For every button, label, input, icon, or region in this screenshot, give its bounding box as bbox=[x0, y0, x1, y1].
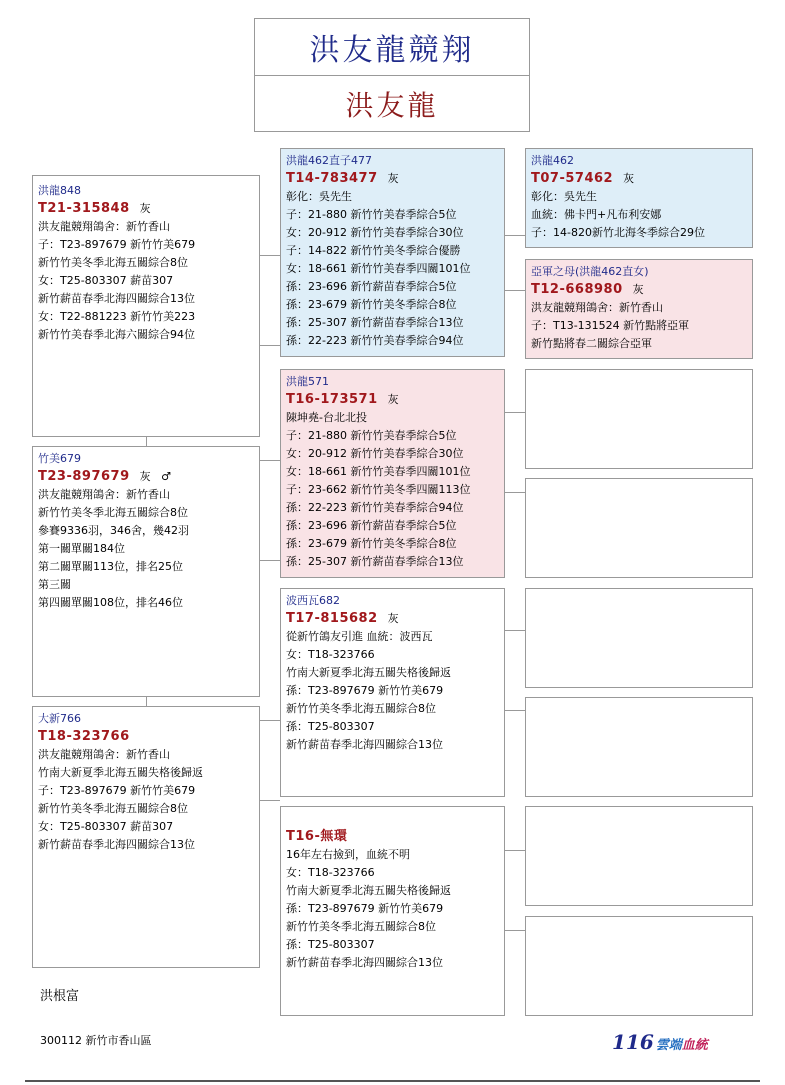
connector bbox=[260, 720, 280, 721]
ssd-name: 亞軍之母(洪龍462直女) bbox=[531, 265, 649, 278]
connector bbox=[260, 560, 280, 561]
connector bbox=[146, 697, 147, 706]
dam-line: 洪友龍競翔鴿舍：新竹香山 bbox=[38, 748, 170, 761]
connector bbox=[505, 235, 525, 236]
dss-card[interactable] bbox=[525, 588, 753, 688]
ssd-line: 新竹點將春二關綜合亞軍 bbox=[531, 337, 652, 350]
ss-line: 孫：25-307 新竹薪苗春季綜合13位 bbox=[286, 316, 464, 329]
sss-line: 血統：佛卡門+凡布利安娜 bbox=[531, 208, 662, 221]
ss-line: 女：18-661 新竹竹美春季四關101位 bbox=[286, 262, 471, 275]
sss-line: 子：14-820新竹北海冬季綜合29位 bbox=[531, 226, 705, 239]
sire-line: 洪友龍競翔鴿舍：新竹香山 bbox=[38, 220, 170, 233]
sire-line: 女：T22-881223 新竹竹美223 bbox=[38, 310, 196, 323]
connector bbox=[260, 255, 280, 256]
sd-line: 女：20-912 新竹竹美春季綜合30位 bbox=[286, 447, 464, 460]
dd-line: 孫：T25-803307 bbox=[286, 938, 375, 951]
ss-line: 彰化：吳先生 bbox=[286, 190, 352, 203]
subject-line: 第四關單關108位，排名46位 bbox=[38, 596, 183, 609]
connector bbox=[260, 800, 280, 801]
ds-line: 從新竹鴿友引進 血統：波西瓦 bbox=[286, 630, 433, 643]
ds-line: 新竹薪苗春季北海四關綜合13位 bbox=[286, 738, 443, 751]
sss-card[interactable] bbox=[525, 148, 753, 248]
ds-line: 竹南大新夏季北海五關失格後歸返 bbox=[286, 666, 451, 679]
sire-line: 新竹薪苗春季北海四關綜合13位 bbox=[38, 292, 195, 305]
connector bbox=[146, 437, 147, 446]
ds-line: 孫：T23-897679 新竹竹美679 bbox=[286, 684, 444, 697]
ss-ring: T14-783477 灰 bbox=[286, 171, 400, 186]
sdd-card[interactable] bbox=[525, 478, 753, 578]
sd-name: 洪龍571 bbox=[286, 375, 329, 388]
dam-ring: T18-323766 bbox=[38, 729, 130, 744]
sire-line: 新竹竹美冬季北海五關綜合8位 bbox=[38, 256, 188, 269]
subject-line: 第三關 bbox=[38, 578, 71, 591]
connector bbox=[260, 345, 280, 346]
ss-line: 女：20-912 新竹竹美春季綜合30位 bbox=[286, 226, 464, 239]
sire-line: 新竹竹美春季北海六關綜合94位 bbox=[38, 328, 195, 341]
site-logo[interactable] bbox=[612, 1030, 708, 1054]
dsd-card[interactable] bbox=[525, 697, 753, 797]
breeder-name: 洪根富 bbox=[40, 989, 80, 1004]
subject-name: 竹美679 bbox=[38, 452, 81, 465]
dam-line: 女：T25-803307 薪苗307 bbox=[38, 820, 174, 833]
connector bbox=[505, 492, 525, 493]
ss-line: 孫：23-696 新竹薪苗春季綜合5位 bbox=[286, 280, 457, 293]
connector bbox=[505, 710, 525, 711]
sd-line: 陳坤堯-台北北投 bbox=[286, 411, 367, 424]
logo-text-1: 雲端 bbox=[655, 1038, 682, 1053]
sd-line: 孫：23-696 新竹薪苗春季綜合5位 bbox=[286, 519, 457, 532]
ssd-line: 子：T13-131524 新竹點將亞軍 bbox=[531, 319, 690, 332]
sire-card[interactable] bbox=[32, 175, 260, 437]
ds-line: 女：T18-323766 bbox=[286, 648, 375, 661]
connector bbox=[505, 630, 525, 631]
dd-line: 孫：T23-897679 新竹竹美679 bbox=[286, 902, 444, 915]
sds-card[interactable] bbox=[525, 369, 753, 469]
sire-line: 女：T25-803307 薪苗307 bbox=[38, 274, 174, 287]
dam-card[interactable] bbox=[32, 706, 260, 968]
breeder-address: 300112 新竹市香山區 bbox=[40, 1034, 152, 1047]
connector bbox=[260, 460, 280, 461]
dd-line: 竹南大新夏季北海五關失格後歸返 bbox=[286, 884, 451, 897]
sss-name: 洪龍462 bbox=[531, 154, 574, 167]
logo-text-2: 血統 bbox=[681, 1038, 708, 1053]
subject-line: 第一關單關184位 bbox=[38, 542, 125, 555]
subject-card[interactable] bbox=[32, 446, 260, 697]
sd-line: 子：21-880 新竹竹美春季綜合5位 bbox=[286, 429, 457, 442]
dam-name: 大新766 bbox=[38, 712, 81, 725]
ds-ring: T17-815682 灰 bbox=[286, 611, 400, 626]
sss-line: 彰化：吳先生 bbox=[531, 190, 597, 203]
dam-dam-card[interactable] bbox=[280, 806, 505, 1016]
connector bbox=[505, 850, 525, 851]
ddd-card[interactable] bbox=[525, 916, 753, 1016]
ss-line: 子：21-880 新竹竹美春季綜合5位 bbox=[286, 208, 457, 221]
sd-line: 女：18-661 新竹竹美春季四關101位 bbox=[286, 465, 471, 478]
sire-dam-card[interactable] bbox=[280, 369, 505, 578]
sex-icon: ♂ bbox=[161, 470, 172, 483]
subject-ring: T23-897679 灰 ♂ bbox=[38, 469, 172, 484]
dam-line: 子：T23-897679 新竹竹美679 bbox=[38, 784, 196, 797]
sire-ring: T21-315848 灰 bbox=[38, 201, 152, 216]
sire-sire-card[interactable] bbox=[280, 148, 505, 357]
ssd-ring: T12-668980 灰 bbox=[531, 282, 645, 297]
dds-card[interactable] bbox=[525, 806, 753, 906]
owner-title: 洪友龍 bbox=[345, 88, 439, 122]
ds-name: 波西瓦682 bbox=[286, 594, 340, 607]
connector bbox=[505, 930, 525, 931]
logo-number: 116 bbox=[612, 1030, 654, 1054]
ss-line: 子：14-822 新竹竹美冬季綜合優勝 bbox=[286, 244, 461, 257]
subject-line: 新竹竹美冬季北海五關綜合8位 bbox=[38, 506, 188, 519]
subject-line: 參賽9336羽，346舍，幾42羽 bbox=[38, 524, 189, 537]
dd-line: 16年左右撿到，血統不明 bbox=[286, 848, 410, 861]
pedigree-header bbox=[254, 18, 530, 132]
connector bbox=[505, 412, 525, 413]
dd-line: 新竹薪苗春季北海四關綜合13位 bbox=[286, 956, 443, 969]
sss-ring: T07-57462 灰 bbox=[531, 171, 635, 186]
dd-line: 女：T18-323766 bbox=[286, 866, 375, 879]
subject-line: 洪友龍競翔鴿舍：新竹香山 bbox=[38, 488, 170, 501]
sd-ring: T16-173571 灰 bbox=[286, 392, 400, 407]
dam-line: 新竹竹美冬季北海五關綜合8位 bbox=[38, 802, 188, 815]
dd-line: 新竹竹美冬季北海五關綜合8位 bbox=[286, 920, 436, 933]
dd-ring: T16-無環 bbox=[286, 829, 348, 844]
dam-line: 竹南大新夏季北海五關失格後歸返 bbox=[38, 766, 203, 779]
ss-line: 孫：22-223 新竹竹美春季綜合94位 bbox=[286, 334, 464, 347]
ssd-card[interactable] bbox=[525, 259, 753, 359]
dam-line: 新竹薪苗春季北海四關綜合13位 bbox=[38, 838, 195, 851]
ds-line: 新竹竹美冬季北海五關綜合8位 bbox=[286, 702, 436, 715]
subject-line: 第二關單關113位，排名25位 bbox=[38, 560, 183, 573]
ss-line: 孫：23-679 新竹竹美冬季綜合8位 bbox=[286, 298, 457, 311]
ds-line: 孫：T25-803307 bbox=[286, 720, 375, 733]
ss-name: 洪龍462直子477 bbox=[286, 154, 372, 167]
bottom-rule bbox=[25, 1080, 760, 1082]
sd-line: 孫：25-307 新竹薪苗春季綜合13位 bbox=[286, 555, 464, 568]
sd-line: 子：23-662 新竹竹美冬季四關113位 bbox=[286, 483, 471, 496]
loft-title: 洪友龍競翔 bbox=[255, 19, 529, 76]
sd-line: 孫：23-679 新竹竹美冬季綜合8位 bbox=[286, 537, 457, 550]
sire-name: 洪龍848 bbox=[38, 184, 81, 197]
connector bbox=[505, 290, 525, 291]
sd-line: 孫：22-223 新竹竹美春季綜合94位 bbox=[286, 501, 464, 514]
ssd-line: 洪友龍競翔鴿舍：新竹香山 bbox=[531, 301, 663, 314]
sire-line: 子：T23-897679 新竹竹美679 bbox=[38, 238, 196, 251]
dam-sire-card[interactable] bbox=[280, 588, 505, 797]
